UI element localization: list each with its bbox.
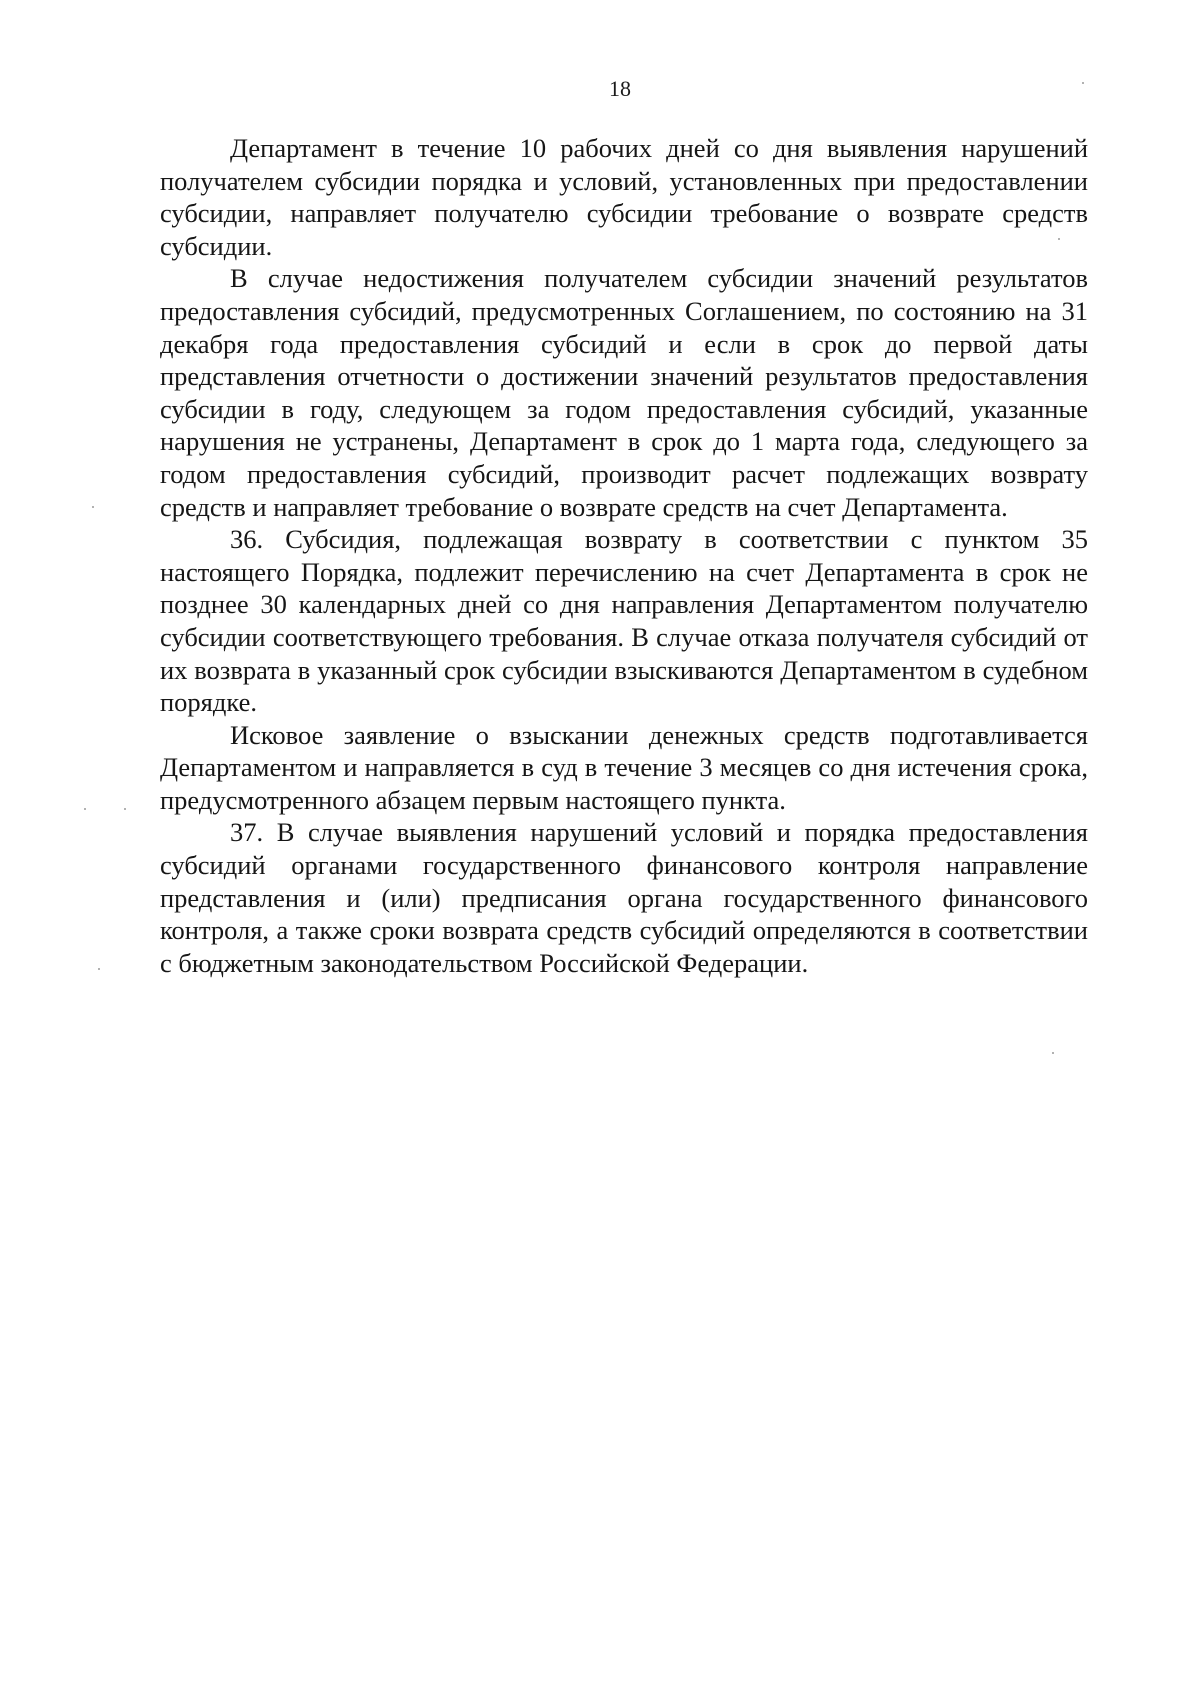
paragraph-lawsuit: Исковое заявление о взыскании денежных средств подготавливается Департаментом и направляется в суд в течение 3 месяцев со дня истечения срока, предусмотренного абзацем первым настоящего пункта.	[160, 719, 1088, 815]
paragraph-results-not-achieved: В случае недостижения получателем субсидии значений результатов предоставления субсидий, предусмотренных Соглашением, по состоянию на 31 декабря года предоставления субсидий и если в срок до первой даты представления отчетности о достижении значений результатов предоставления субсидии в году, следующем за годом предоставления субсидий, указанные нарушения не устранены, Департамент в срок до 1 марта года, следующего за годом предоставления субсидий, производит расчет подлежащих возврату средств и направляет требование о возврате средств на счет Департамента.	[160, 263, 1088, 522]
paragraph-clause-37: 37. В случае выявления нарушений условий и порядка предоставления субсидий органами государственного финансового контроля направление представления и (или) предписания органа государственного финансового контроля, а также сроки возврата средств субсидий определяются в соответствии с бюджетным законодательством Российской Федерации.	[160, 817, 1088, 978]
page-number: 18	[609, 76, 631, 101]
document-body	[160, 132, 1088, 979]
scan-speck	[84, 808, 86, 810]
scan-speck	[124, 808, 126, 810]
scan-speck	[98, 968, 100, 970]
scan-speck	[92, 506, 94, 508]
scan-speck	[1052, 1052, 1054, 1054]
paragraph-clause-36: 36. Субсидия, подлежащая возврату в соответствии с пунктом 35 настоящего Порядка, подлежит перечислению на счет Департамента в срок не позднее 30 календарных дней со дня направления Департаментом получателю субсидии соответствующего требования. В случае отказа получателя субсидий от их возврата в указанный срок субсидии взыскиваются Департаментом в судебном порядке.	[160, 524, 1088, 718]
scan-speck	[1058, 238, 1060, 240]
scan-speck	[1082, 82, 1084, 84]
paragraph-refund-demand: Департамент в течение 10 рабочих дней со дня выявления нарушений получателем субсидии порядка и условий, установленных при предоставлении субсидии, направляет получателю субсидии требование о возврате средств субсидии.	[160, 133, 1088, 261]
